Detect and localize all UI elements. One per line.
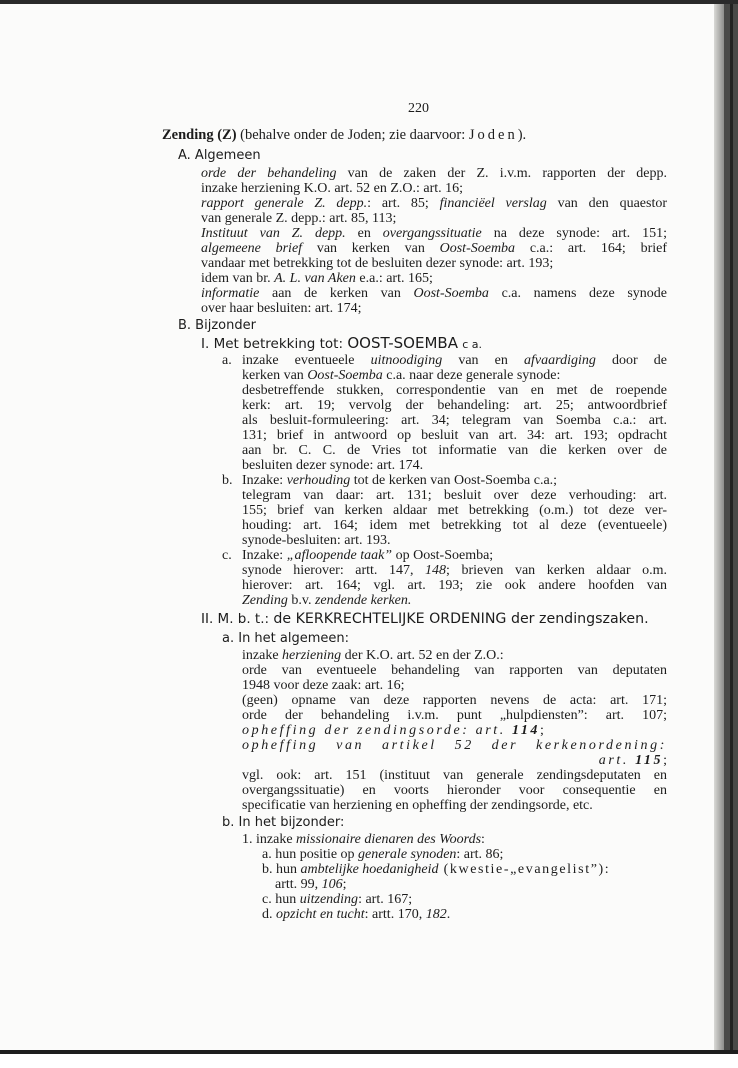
section-a-line-8 bbox=[201, 271, 433, 286]
text: ; bbox=[342, 877, 347, 892]
ii-b-line-4 bbox=[275, 877, 347, 892]
section-a-line-5 bbox=[201, 226, 667, 241]
item-a-line-6: 131; brief in antwoord op besluit van art. 34: art. 193; opdracht bbox=[242, 428, 667, 443]
text: artt. 99, bbox=[275, 877, 322, 892]
item-b-line-3: 155; brief van kerken aldaar met betrekking (o.m.) tot deze ver- bbox=[242, 503, 667, 518]
ii-b-line-3 bbox=[262, 862, 610, 877]
text: ; bbox=[663, 753, 667, 768]
italic-term: orde der behandeling bbox=[201, 166, 337, 181]
binding-edge-line bbox=[730, 4, 733, 1050]
ii-a-line-9: vgl. ook: art. 151 (instituut van generale zendingsdeputaten en bbox=[242, 768, 667, 783]
text: 1. inzake bbox=[242, 832, 297, 847]
text: b.v. bbox=[287, 593, 315, 608]
text: : bbox=[481, 832, 485, 847]
ii-a-line-2: orde van eventueele behandeling van rapporten van deputaten bbox=[242, 663, 667, 678]
text: : artt. 170, bbox=[364, 907, 426, 922]
text: II. M. b. t.: bbox=[201, 611, 270, 627]
section-b-label: B. Bijzonder bbox=[178, 318, 256, 333]
heading-note-ref: Joden bbox=[468, 127, 518, 143]
italic-term: uitnoodiging bbox=[370, 353, 443, 368]
section-a-line-4: van generale Z. depp.: art. 85, 113; bbox=[201, 211, 397, 226]
text: (kwestie-„evangelist”): bbox=[438, 862, 611, 877]
text: c.a. naar deze generale synode: bbox=[382, 368, 561, 383]
text: . bbox=[446, 907, 451, 922]
spaced-italic-text: art. bbox=[598, 753, 636, 768]
item-b-line-2: telegram van daar: art. 131; besluit over deze verhouding: art. bbox=[242, 488, 667, 503]
ii-a-line-6 bbox=[242, 723, 544, 738]
text: aan de kerken van bbox=[259, 286, 414, 301]
text: c a. bbox=[462, 338, 483, 351]
text: Inzake: bbox=[242, 548, 287, 563]
text: idem van br. bbox=[201, 271, 275, 286]
ii-a-line-11: specificatie van herziening en opheffing der zendingsorde, etc. bbox=[242, 798, 593, 813]
text: van de zaken der Z. i.v.m. rapporten der depp. bbox=[336, 166, 667, 181]
italic-term: missionaire dienaren des Woords bbox=[296, 832, 482, 847]
text: I. Met betrekking tot: bbox=[201, 336, 344, 352]
text: synode hierover: artt. 147, bbox=[242, 563, 426, 578]
article-number: 115 bbox=[635, 753, 664, 768]
italic-term: verhouding bbox=[286, 473, 351, 488]
italic-term: opzicht en tucht bbox=[276, 907, 365, 922]
item-b-marker: b. bbox=[222, 473, 233, 488]
item-a-line-3: desbetreffende stukken, correspondentie van en met de roepende bbox=[242, 383, 667, 398]
text: ; bbox=[540, 723, 544, 738]
item-a-line-7: aan br. C. C. de Vries tot informatie van die kerken over de bbox=[242, 443, 667, 458]
italic-term: Instituut van Z. depp. bbox=[201, 226, 346, 241]
ii-b-line-2 bbox=[262, 847, 503, 862]
italic-term: algemeene brief bbox=[201, 241, 303, 256]
ii-b-line-5 bbox=[262, 892, 412, 907]
italic-term: financiëel verslag bbox=[439, 196, 547, 211]
section-a-line-2: inzake herziening K.O. art. 52 en Z.O.: art. 16; bbox=[201, 181, 464, 196]
text: : art. 86; bbox=[456, 847, 504, 862]
text: : art. 85; bbox=[367, 196, 440, 211]
italic-term: herziening bbox=[282, 648, 342, 663]
ii-a-line-3: 1948 voor deze zaak: art. 16; bbox=[242, 678, 405, 693]
text: inzake bbox=[242, 648, 283, 663]
italic-term: 106 bbox=[321, 877, 343, 892]
item-a-line-4: kerk: art. 19; vervolg der behandeling: art. 25; antwoordbrief bbox=[242, 398, 667, 413]
item-c-line-3: hierover: art. 164; vgl. art. 193; zie ook andere hoofden van bbox=[242, 578, 667, 593]
section-a-line-3 bbox=[201, 196, 667, 211]
ii-a-line-8 bbox=[242, 753, 667, 768]
subsection-i-title: OOST-SOEMBA bbox=[347, 334, 458, 352]
italic-term: Oost-Soemba bbox=[413, 286, 489, 301]
italic-term: Zending bbox=[242, 593, 288, 608]
text: c. hun bbox=[262, 892, 300, 907]
item-b-line-4: houding: art. 164; idem met betrekking tot al deze (eventueele) bbox=[242, 518, 667, 533]
ii-a-line-4: (geen) opname van deze rapporten nevens de acta: art. 171; bbox=[242, 693, 667, 708]
heading-term: Zending (Z) bbox=[162, 127, 237, 143]
text: en bbox=[345, 226, 383, 241]
subsection-i-label bbox=[201, 336, 482, 352]
italic-term: generale synoden bbox=[358, 847, 457, 862]
subsection-ii-label bbox=[201, 612, 649, 627]
ii-a-line-7: opheffing van artikel 52 der kerkenordening: bbox=[242, 738, 667, 753]
text: van en bbox=[442, 353, 525, 368]
item-b-line-1 bbox=[242, 473, 557, 488]
italic-term: zendende kerken. bbox=[314, 593, 412, 608]
ii-b-line-1 bbox=[242, 832, 485, 847]
item-c-line-4 bbox=[242, 593, 411, 608]
section-a-line-6 bbox=[201, 241, 667, 256]
subsection-ii-a-label: a. In het algemeen: bbox=[222, 631, 350, 646]
item-a-line-8: besluiten dezer synode: art. 174. bbox=[242, 458, 424, 473]
text: door de bbox=[595, 353, 667, 368]
item-a-marker: a. bbox=[222, 353, 232, 368]
text: a. hun positie op bbox=[262, 847, 359, 862]
section-a-line-7: vandaar met betrekking tot de besluiten dezer synode: art. 193; bbox=[201, 256, 554, 271]
italic-term: afvaardiging bbox=[524, 353, 596, 368]
text: inzake eventueele bbox=[242, 353, 371, 368]
italic-term: overgangssituatie bbox=[382, 226, 482, 241]
text: : art. 167; bbox=[358, 892, 413, 907]
item-c-marker: c. bbox=[222, 548, 232, 563]
page-number: 220 bbox=[408, 101, 429, 116]
italic-term: A. L. van Aken bbox=[274, 271, 356, 286]
heading-note-prefix: (behalve onder de Joden; zie daarvoor: bbox=[240, 127, 466, 143]
italic-term: informatie bbox=[201, 286, 260, 301]
text: kerken van bbox=[242, 368, 308, 383]
item-c-line-1 bbox=[242, 548, 493, 563]
text: c.a.: art. 164; brief bbox=[515, 241, 667, 256]
text: tot de kerken van Oost-Soemba c.a.; bbox=[350, 473, 558, 488]
text: van kerken van bbox=[302, 241, 440, 256]
section-a-line-9 bbox=[201, 286, 667, 301]
item-b-line-5: synode-besluiten: art. 193. bbox=[242, 533, 391, 548]
item-a-line-2 bbox=[242, 368, 560, 383]
subsection-ii-b-label: b. In het bijzonder: bbox=[222, 815, 345, 830]
text: c.a. namens deze synode bbox=[488, 286, 667, 301]
italic-term: ambtelijke hoedanigheid bbox=[300, 862, 439, 877]
ii-a-line-1 bbox=[242, 648, 504, 663]
scan-bottom-border bbox=[0, 1050, 738, 1054]
spaced-italic-text: opheffing der zendingsorde: art. bbox=[242, 723, 512, 738]
italic-term: uitzending bbox=[299, 892, 359, 907]
text: na deze synode: art. 151; bbox=[481, 226, 667, 241]
italic-term: 182 bbox=[425, 907, 447, 922]
page-edge-shadow bbox=[714, 4, 724, 1050]
subsection-ii-title: de KERKRECHTELIJKE ORDENING der zendingszaken. bbox=[273, 611, 649, 627]
text: ; brieven van kerken aldaar o.m. bbox=[446, 563, 667, 578]
ii-b-line-6 bbox=[262, 907, 450, 922]
article-number: 114 bbox=[512, 723, 541, 738]
ii-a-line-5: orde der behandeling i.v.m. punt „hulpdiensten”: art. 107; bbox=[242, 708, 667, 723]
heading-note-suffix: ). bbox=[517, 127, 527, 143]
ii-a-line-10: overgangssituatie) en voorts hieronder voor consequentie en bbox=[242, 783, 667, 798]
text: der K.O. art. 52 en der Z.O.: bbox=[341, 648, 504, 663]
index-heading bbox=[162, 128, 526, 143]
italic-term: Oost-Soemba bbox=[307, 368, 383, 383]
section-a-line-10: over haar besluiten: art. 174; bbox=[201, 301, 362, 316]
section-a-label: A. Algemeen bbox=[178, 148, 261, 163]
italic-term: 148 bbox=[425, 563, 447, 578]
text: Inzake: bbox=[242, 473, 287, 488]
item-c-line-2 bbox=[242, 563, 667, 578]
text: van den quaestor bbox=[546, 196, 668, 211]
text: e.a.: art. 165; bbox=[355, 271, 433, 286]
italic-term: rapport generale Z. depp. bbox=[201, 196, 368, 211]
italic-term: „afloopende taak” bbox=[286, 548, 393, 563]
item-a-line-5: als besluit-formuleering: art. 34; telegram van Soemba c.a.: art. bbox=[242, 413, 667, 428]
italic-term: Oost-Soemba bbox=[439, 241, 516, 256]
text: b. hun bbox=[262, 862, 301, 877]
section-a-line-1 bbox=[201, 166, 667, 181]
text: op Oost-Soemba; bbox=[392, 548, 494, 563]
text: d. bbox=[262, 907, 276, 922]
item-a-line-1 bbox=[242, 353, 667, 368]
